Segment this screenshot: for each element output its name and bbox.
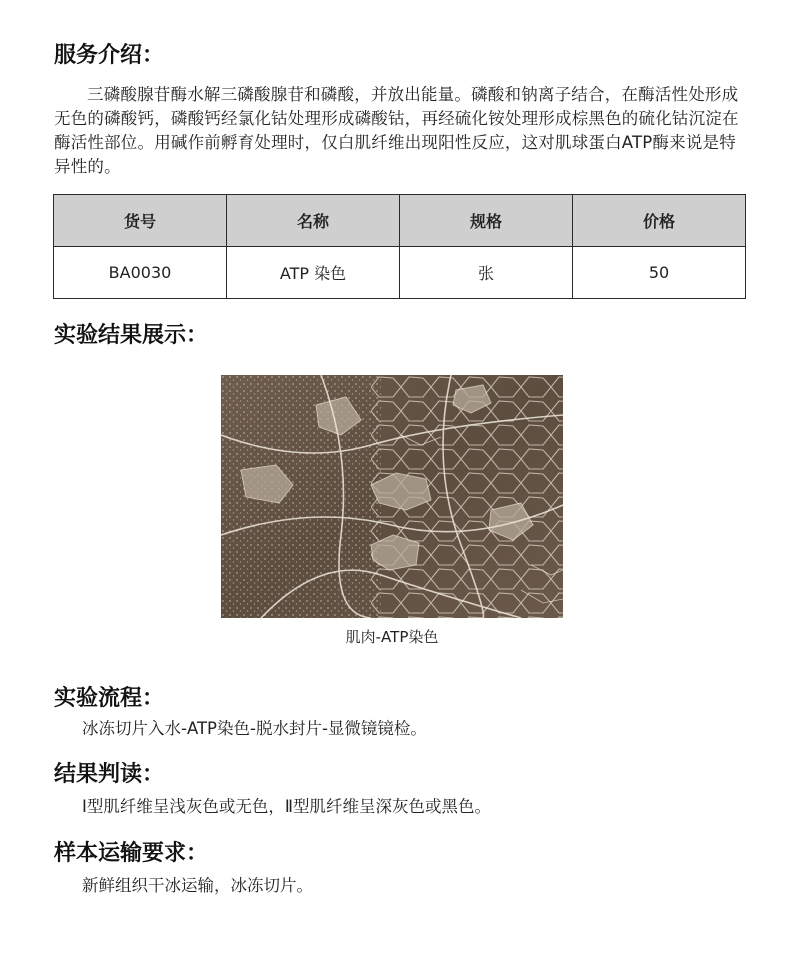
cell-spec: 张 xyxy=(400,247,573,299)
results-title: 实验结果展示： xyxy=(54,323,209,348)
header-name: 名称 xyxy=(227,195,400,247)
cell-item-number: BA0030 xyxy=(54,247,227,299)
process-title: 实验流程： xyxy=(54,686,165,711)
table-row xyxy=(54,247,746,299)
interpretation-text: Ⅰ型肌纤维呈浅灰色或无色，Ⅱ型肌纤维呈深灰色或黑色。 xyxy=(82,797,491,816)
muscle-atp-stain-image xyxy=(221,375,563,618)
product-table xyxy=(53,194,746,299)
header-price: 价格 xyxy=(573,195,746,247)
table-header-row xyxy=(54,195,746,247)
service-title: 服务介绍： xyxy=(54,43,165,68)
sample-title: 样本运输要求： xyxy=(54,841,209,866)
header-spec: 规格 xyxy=(400,195,573,247)
cell-name: ATP 染色 xyxy=(227,247,400,299)
header-item-number: 货号 xyxy=(54,195,227,247)
process-text: 冰冻切片入水-ATP染色-脱水封片-显微镜镜检。 xyxy=(82,719,427,738)
image-caption: 肌肉-ATP染色 xyxy=(345,628,439,646)
sample-text: 新鲜组织干冰运输，冰冻切片。 xyxy=(82,876,313,895)
interpretation-title: 结果判读： xyxy=(54,762,165,787)
cell-price: 50 xyxy=(573,247,746,299)
service-description: 三磷酸腺苷酶水解三磷酸腺苷和磷酸，并放出能量。磷酸和钠离子结合，在酶活性处形成无色的磷酸钙，磷酸钙经氯化钴处理形成磷酸钴，再经硫化铵处理形成棕黑色的硫化钴沉淀在酶活性部位。用碱作前孵育处理时，仅白肌纤维出现阳性反应，这对肌球蛋白ATP酶来说是特异性的。 xyxy=(54,85,739,176)
